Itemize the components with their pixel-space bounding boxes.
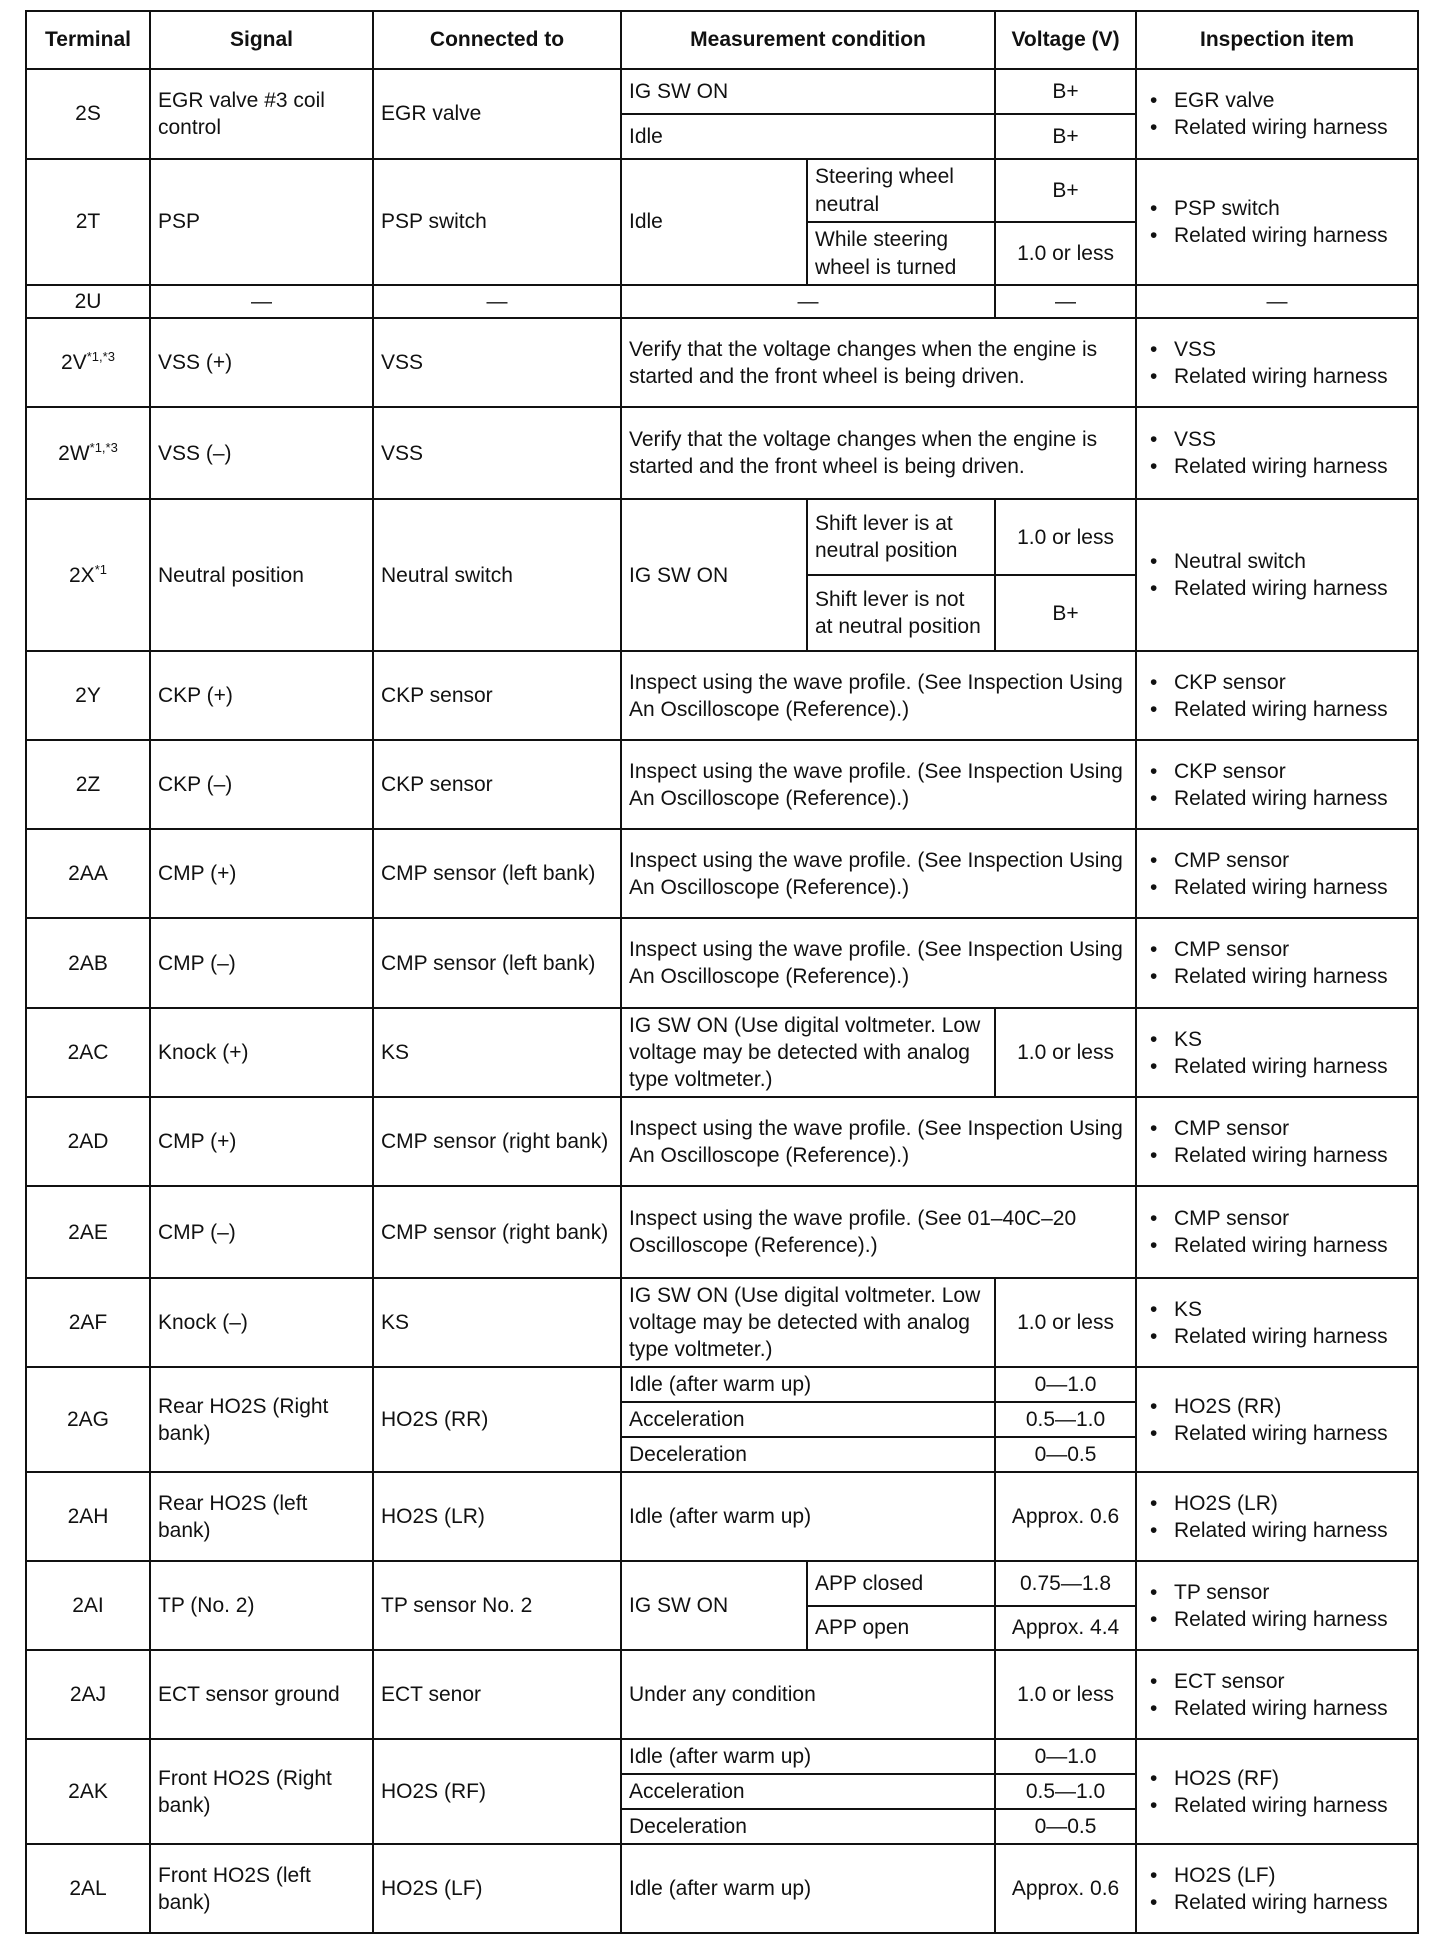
voltage-cell: 0—1.0 (995, 1367, 1136, 1402)
inspection-item: • TP sensor (1144, 1579, 1410, 1606)
inspection-list (1144, 669, 1410, 724)
signal-cell: PSP (150, 159, 373, 285)
voltage-cell: Approx. 0.6 (995, 1844, 1136, 1933)
inspection-item: • CKP sensor (1144, 758, 1410, 785)
inspection-item: • Related wiring harness (1144, 1053, 1410, 1080)
voltage-cell: 1.0 or less (995, 1650, 1136, 1739)
inspection-item-cell (1136, 1472, 1418, 1561)
measurement-condition-cell: Inspect using the wave profile. (See Inspection Using An Oscilloscope (Reference).) (621, 740, 1136, 829)
connected-to-cell: VSS (373, 407, 621, 499)
voltage-cell: 1.0 or less (995, 222, 1136, 285)
inspection-item-cell (1136, 1367, 1418, 1472)
signal-cell: TP (No. 2) (150, 1561, 373, 1650)
inspection-item: • CMP sensor (1144, 936, 1410, 963)
inspection-list (1144, 1115, 1410, 1170)
signal-cell: Neutral position (150, 499, 373, 651)
connected-to-cell: CMP sensor (right bank) (373, 1186, 621, 1278)
measurement-condition-cell: Inspect using the wave profile. (See Inspection Using An Oscilloscope (Reference).) (621, 829, 1136, 918)
inspection-item: • CMP sensor (1144, 1205, 1410, 1232)
sub-condition-cell: APP open (807, 1606, 995, 1651)
inspection-item: • KS (1144, 1296, 1410, 1323)
header-terminal: Terminal (26, 11, 150, 69)
table-row (26, 1278, 1418, 1367)
inspection-list (1144, 847, 1410, 902)
inspection-list (1144, 1026, 1410, 1081)
voltage-cell: — (995, 285, 1136, 318)
inspection-item-cell (1136, 407, 1418, 499)
voltage-cell: 0—0.5 (995, 1437, 1136, 1472)
inspection-item: • Related wiring harness (1144, 785, 1410, 812)
signal-cell: Front HO2S (Right bank) (150, 1739, 373, 1844)
inspection-list (1144, 1393, 1410, 1448)
table-row (26, 69, 1418, 114)
signal-cell: CMP (–) (150, 918, 373, 1008)
terminal-cell: $2X^{*1}$ (26, 499, 150, 651)
connected-to-cell: HO2S (RF) (373, 1739, 621, 1844)
measurement-condition-cell: Inspect using the wave profile. (See Inspection Using An Oscilloscope (Reference).) (621, 1097, 1136, 1186)
table-row (26, 1186, 1418, 1278)
terminal-cell: 2AE (26, 1186, 150, 1278)
table-row (26, 1844, 1418, 1933)
inspection-item: • Related wiring harness (1144, 1142, 1410, 1169)
terminal-cell: 2U (26, 285, 150, 318)
measurement-condition-cell: Inspect using the wave profile. (See Inspection Using An Oscilloscope (Reference).) (621, 651, 1136, 740)
table-row (26, 1739, 1418, 1774)
connected-to-cell: HO2S (RR) (373, 1367, 621, 1472)
inspection-list (1144, 758, 1410, 813)
inspection-item: • KS (1144, 1026, 1410, 1053)
signal-cell: VSS (+) (150, 318, 373, 407)
measurement-condition-cell: IG SW ON (621, 499, 807, 651)
voltage-cell: B+ (995, 69, 1136, 114)
inspection-item-cell (1136, 69, 1418, 159)
terminal-cell: 2Z (26, 740, 150, 829)
table-row (26, 1561, 1418, 1606)
inspection-list (1144, 195, 1410, 250)
inspection-item: • Related wiring harness (1144, 1889, 1410, 1916)
inspection-item: • CMP sensor (1144, 1115, 1410, 1142)
signal-cell: CMP (+) (150, 1097, 373, 1186)
inspection-item-cell (1136, 740, 1418, 829)
voltage-cell: 0—0.5 (995, 1809, 1136, 1844)
terminal-cell: 2AL (26, 1844, 150, 1933)
inspection-item-cell (1136, 1278, 1418, 1367)
inspection-list (1144, 1765, 1410, 1820)
signal-cell: ECT sensor ground (150, 1650, 373, 1739)
signal-cell: VSS (–) (150, 407, 373, 499)
table-row (26, 1367, 1418, 1402)
terminal-cell: 2AF (26, 1278, 150, 1367)
table-row (26, 1472, 1418, 1561)
inspection-item: • Related wiring harness (1144, 1695, 1410, 1722)
terminal-cell: 2AA (26, 829, 150, 918)
inspection-list (1144, 1296, 1410, 1351)
voltage-cell: B+ (995, 159, 1136, 222)
inspection-item: • VSS (1144, 426, 1410, 453)
signal-cell: Rear HO2S (left bank) (150, 1472, 373, 1561)
inspection-item-cell (1136, 1008, 1418, 1097)
header-row (26, 11, 1418, 69)
inspection-item-cell (1136, 159, 1418, 285)
signal-cell: Knock (+) (150, 1008, 373, 1097)
signal-cell: Rear HO2S (Right bank) (150, 1367, 373, 1472)
terminal-cell: $2V^{*1,*3}$ (26, 318, 150, 407)
inspection-list (1144, 1668, 1410, 1723)
terminal-voltage-table (25, 10, 1419, 1934)
terminal-cell: $2W^{*1,*3}$ (26, 407, 150, 499)
inspection-item: • Neutral switch (1144, 548, 1410, 575)
voltage-cell: Approx. 4.4 (995, 1606, 1136, 1651)
signal-cell: CKP (+) (150, 651, 373, 740)
inspection-item-cell (1136, 1186, 1418, 1278)
voltage-cell: Approx. 0.6 (995, 1472, 1136, 1561)
measurement-condition-cell: Inspect using the wave profile. (See 01–40C–20 Oscilloscope (Reference).) (621, 1186, 1136, 1278)
inspection-item: • Related wiring harness (1144, 114, 1410, 141)
voltage-cell: 0—1.0 (995, 1739, 1136, 1774)
inspection-item-cell (1136, 1097, 1418, 1186)
inspection-item: • Related wiring harness (1144, 1792, 1410, 1819)
connected-to-cell: VSS (373, 318, 621, 407)
measurement-condition-cell: Idle (after warm up) (621, 1844, 995, 1933)
voltage-cell: B+ (995, 114, 1136, 159)
inspection-item-cell: — (1136, 285, 1418, 318)
signal-cell: Knock (–) (150, 1278, 373, 1367)
measurement-condition-cell: Inspect using the wave profile. (See Inspection Using An Oscilloscope (Reference).) (621, 918, 1136, 1008)
connected-to-cell: CMP sensor (left bank) (373, 829, 621, 918)
measurement-condition-cell: IG SW ON (621, 69, 995, 114)
signal-cell: EGR valve #3 coil control (150, 69, 373, 159)
voltage-cell: 0.75—1.8 (995, 1561, 1136, 1606)
table-row (26, 318, 1418, 407)
voltage-cell: 1.0 or less (995, 1008, 1136, 1097)
signal-cell: Front HO2S (left bank) (150, 1844, 373, 1933)
measurement-condition-cell: Under any condition (621, 1650, 995, 1739)
inspection-item: • VSS (1144, 336, 1410, 363)
table-row (26, 740, 1418, 829)
terminal-cell: 2AH (26, 1472, 150, 1561)
inspection-list (1144, 1205, 1410, 1260)
terminal-cell: 2AC (26, 1008, 150, 1097)
terminal-cell: 2AI (26, 1561, 150, 1650)
connected-to-cell: KS (373, 1008, 621, 1097)
connected-to-cell: CMP sensor (right bank) (373, 1097, 621, 1186)
inspection-item: • Related wiring harness (1144, 1517, 1410, 1544)
inspection-item: • ECT sensor (1144, 1668, 1410, 1695)
connected-to-cell: CKP sensor (373, 740, 621, 829)
footnote-marker: *1,*3 (89, 439, 118, 455)
table-row (26, 1097, 1418, 1186)
sub-condition-cell: Steering wheel neutral (807, 159, 995, 222)
connected-to-cell: PSP switch (373, 159, 621, 285)
sub-condition-cell: While steering wheel is turned (807, 222, 995, 285)
header-connected-to: Connected to (373, 11, 621, 69)
footnote-marker: *1,*3 (86, 349, 115, 365)
table-row (26, 829, 1418, 918)
inspection-item: • Related wiring harness (1144, 696, 1410, 723)
terminal-cell: 2Y (26, 651, 150, 740)
inspection-item-cell (1136, 918, 1418, 1008)
connected-to-cell: HO2S (LR) (373, 1472, 621, 1561)
inspection-item: • Related wiring harness (1144, 1232, 1410, 1259)
inspection-item-cell (1136, 1650, 1418, 1739)
inspection-item: • Related wiring harness (1144, 363, 1410, 390)
table-row (26, 1650, 1418, 1739)
inspection-list (1144, 1579, 1410, 1634)
inspection-item: • CKP sensor (1144, 669, 1410, 696)
table-row (26, 499, 1418, 575)
inspection-list (1144, 336, 1410, 391)
table-row (26, 651, 1418, 740)
header-inspection-item: Inspection item (1136, 11, 1418, 69)
voltage-cell: B+ (995, 575, 1136, 651)
measurement-condition-cell: Deceleration (621, 1809, 995, 1844)
table-row (26, 285, 1418, 318)
measurement-condition-cell: IG SW ON (Use digital voltmeter. Low voltage may be detected with analog type voltmeter.) (621, 1008, 995, 1097)
terminal-cell: 2AB (26, 918, 150, 1008)
measurement-condition-cell: Idle (after warm up) (621, 1367, 995, 1402)
header-measurement-condition: Measurement condition (621, 11, 995, 69)
measurement-condition-cell: — (621, 285, 995, 318)
inspection-item-cell (1136, 318, 1418, 407)
connected-to-cell: — (373, 285, 621, 318)
measurement-condition-cell: Acceleration (621, 1402, 995, 1437)
inspection-list (1144, 548, 1410, 603)
connected-to-cell: CKP sensor (373, 651, 621, 740)
connected-to-cell: Neutral switch (373, 499, 621, 651)
measurement-condition-cell: Verify that the voltage changes when the engine is started and the front wheel is being driven. (621, 318, 1136, 407)
voltage-cell: 1.0 or less (995, 1278, 1136, 1367)
inspection-item: • CMP sensor (1144, 847, 1410, 874)
measurement-condition-cell: IG SW ON (Use digital voltmeter. Low voltage may be detected with analog type voltmeter.) (621, 1278, 995, 1367)
signal-cell: CMP (–) (150, 1186, 373, 1278)
signal-cell: CKP (–) (150, 740, 373, 829)
sub-condition-cell: Shift lever is not at neutral position (807, 575, 995, 651)
measurement-condition-cell: IG SW ON (621, 1561, 807, 1650)
inspection-item: • HO2S (LR) (1144, 1490, 1410, 1517)
inspection-list (1144, 1862, 1410, 1917)
measurement-condition-cell: Verify that the voltage changes when the engine is started and the front wheel is being driven. (621, 407, 1136, 499)
connected-to-cell: CMP sensor (left bank) (373, 918, 621, 1008)
footnote-marker: *1 (94, 561, 107, 577)
inspection-list (1144, 936, 1410, 991)
header-signal: Signal (150, 11, 373, 69)
inspection-item: • Related wiring harness (1144, 222, 1410, 249)
inspection-item: • Related wiring harness (1144, 963, 1410, 990)
inspection-item-cell (1136, 1561, 1418, 1650)
terminal-cell: 2AD (26, 1097, 150, 1186)
voltage-cell: 1.0 or less (995, 499, 1136, 575)
measurement-condition-cell: Idle (after warm up) (621, 1472, 995, 1561)
sub-condition-cell: Shift lever is at neutral position (807, 499, 995, 575)
table-row (26, 918, 1418, 1008)
connected-to-cell: KS (373, 1278, 621, 1367)
connected-to-cell: TP sensor No. 2 (373, 1561, 621, 1650)
inspection-item: • HO2S (RR) (1144, 1393, 1410, 1420)
voltage-cell: 0.5—1.0 (995, 1402, 1136, 1437)
signal-cell: CMP (+) (150, 829, 373, 918)
inspection-item: • Related wiring harness (1144, 1420, 1410, 1447)
terminal-cell: 2AJ (26, 1650, 150, 1739)
inspection-item-cell (1136, 1844, 1418, 1933)
inspection-item: • HO2S (RF) (1144, 1765, 1410, 1792)
inspection-item-cell (1136, 651, 1418, 740)
inspection-item: • Related wiring harness (1144, 1323, 1410, 1350)
voltage-cell: 0.5—1.0 (995, 1774, 1136, 1809)
connected-to-cell: ECT senor (373, 1650, 621, 1739)
signal-cell: — (150, 285, 373, 318)
inspection-list (1144, 426, 1410, 481)
measurement-condition-cell: Idle (after warm up) (621, 1739, 995, 1774)
inspection-list (1144, 1490, 1410, 1545)
table-row (26, 1008, 1418, 1097)
inspection-item: • Related wiring harness (1144, 453, 1410, 480)
connected-to-cell: EGR valve (373, 69, 621, 159)
inspection-list (1144, 87, 1410, 142)
terminal-cell: 2AK (26, 1739, 150, 1844)
inspection-item: • Related wiring harness (1144, 1606, 1410, 1633)
table-row (26, 159, 1418, 222)
terminal-cell: 2S (26, 69, 150, 159)
measurement-condition-cell: Idle (621, 159, 807, 285)
inspection-item-cell (1136, 829, 1418, 918)
connected-to-cell: HO2S (LF) (373, 1844, 621, 1933)
inspection-item-cell (1136, 499, 1418, 651)
measurement-condition-cell: Acceleration (621, 1774, 995, 1809)
measurement-condition-cell: Idle (621, 114, 995, 159)
measurement-condition-cell: Deceleration (621, 1437, 995, 1472)
header-voltage: Voltage (V) (995, 11, 1136, 69)
table-row (26, 407, 1418, 499)
terminal-cell: 2AG (26, 1367, 150, 1472)
sub-condition-cell: APP closed (807, 1561, 995, 1606)
inspection-item-cell (1136, 1739, 1418, 1844)
inspection-item: • Related wiring harness (1144, 874, 1410, 901)
inspection-item: • Related wiring harness (1144, 575, 1410, 602)
inspection-item: • HO2S (LF) (1144, 1862, 1410, 1889)
terminal-cell: 2T (26, 159, 150, 285)
inspection-item: • PSP switch (1144, 195, 1410, 222)
inspection-item: • EGR valve (1144, 87, 1410, 114)
